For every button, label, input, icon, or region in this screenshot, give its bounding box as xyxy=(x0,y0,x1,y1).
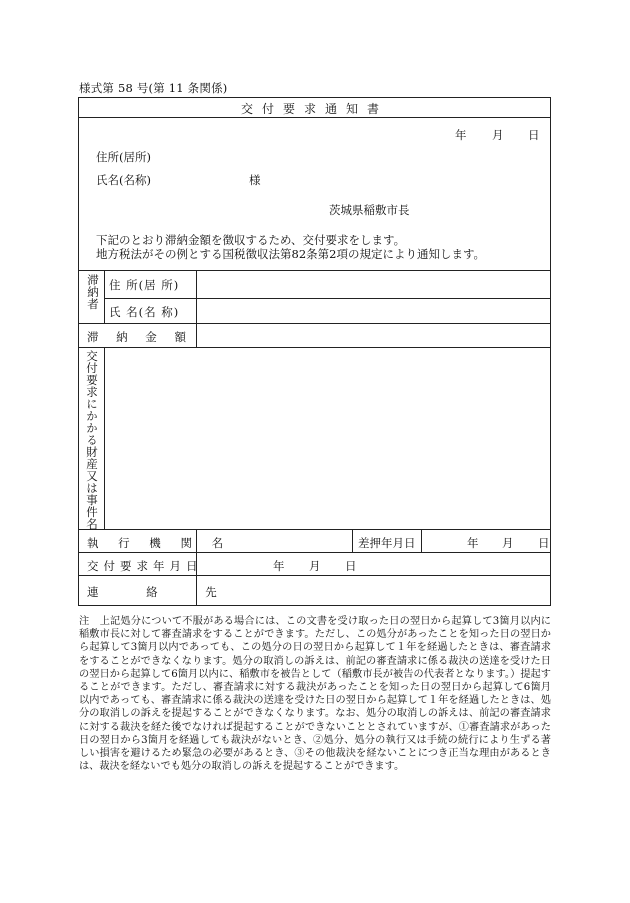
rule xyxy=(79,323,550,324)
request-date-month: 月 xyxy=(309,559,321,573)
appeal-note: 注 上記処分について不服がある場合には、この文書を受け取った日の翌日から起算して3箇月以内に稲敷市長に対して審査請求をすることができます。ただし、この処分があったことを知った日の翌日から起算して3箇月以内であっても、この処分の日の翌日から起算して１年を経過したときは、審査請求をすることができなくなります。処分の取消しの訴えは、前記の審査請求に係る裁決の送達を受けた日の翌日から起算して6箇月以内に、稲敷市を被告として（稲敷市長が被告の代表者となります。）提起することができます。ただし、審査請求に対する裁決があったことを知った日の翌日から起算して6箇月以内であっても、審査請求に係る裁決の送達を受けた日の翌日から起算して１年を経過したときは、処分の取消しの訴えを提起することができなくなります。なお、処分の取消しの訴えは、前記の審査請求に対する裁決を経た後でなければ提起することができないこととされていますが、①審査請求があった日の翌日から3箇月を経過しても裁決がないとき、②処分、処分の執行又は手続の続行により生ずる著しい損害を避けるため緊急の必要があるとき、③その他裁決を経ないことにつき正当な理由があるときは、裁決を経ないでも処分の取消しの訴えを提起することができます。 xyxy=(79,616,551,773)
seizure-date-year: 年 xyxy=(467,536,479,550)
recipient-address-label: 住所(居所) xyxy=(96,150,151,164)
property-label: 交付要求にかかる財産又は事件名 xyxy=(85,350,99,530)
rule xyxy=(79,529,550,530)
body-line-2: 地方税法がその例とする国税徴収法第82条第2項の規定により通知します。 xyxy=(96,247,486,261)
request-date-day: 日 xyxy=(345,559,357,573)
header-date-day: 日 xyxy=(528,128,540,142)
form-title: 交付要求通知書 xyxy=(240,102,388,116)
seizure-date-month: 月 xyxy=(502,536,514,550)
request-date-label: 交付要求年月日 xyxy=(87,559,203,573)
delinquent-address-label: 住 所(居 所) xyxy=(109,278,180,292)
form-number-label: 様式第 58 号(第 11 条関係) xyxy=(79,81,228,95)
delinquent-name-label: 氏 名(名 称) xyxy=(109,305,180,319)
delinquent-amount-label: 滞 納 金 額 xyxy=(87,330,193,344)
issuer-name: 茨城県稲敷市長 xyxy=(329,203,410,217)
notice-form xyxy=(78,97,551,606)
rule xyxy=(104,270,105,323)
title-row xyxy=(79,98,550,118)
delinquent-label: 滞納者 xyxy=(86,274,100,310)
seizure-date-label: 差押年月日 xyxy=(358,536,416,550)
request-date-year: 年 xyxy=(273,559,285,573)
contact-label: 連 絡 先 xyxy=(87,585,239,599)
header-date-year: 年 xyxy=(455,128,467,142)
body-line-1: 下記のとおり滞納金額を徴収するため、交付要求をします。 xyxy=(96,233,406,247)
rule xyxy=(196,270,197,347)
rule xyxy=(421,529,422,552)
seizure-date-day: 日 xyxy=(538,536,550,550)
rule xyxy=(79,575,550,576)
exec-agency-label: 執 行 機 関 名 xyxy=(87,536,232,550)
rule xyxy=(79,347,550,348)
header-date-month: 月 xyxy=(492,128,504,142)
rule xyxy=(104,298,550,299)
rule xyxy=(104,347,105,529)
rule xyxy=(79,270,550,271)
recipient-name-label: 氏名(名称) xyxy=(96,173,151,187)
honorific: 様 xyxy=(249,173,261,187)
rule xyxy=(79,552,550,553)
rule xyxy=(352,529,353,552)
